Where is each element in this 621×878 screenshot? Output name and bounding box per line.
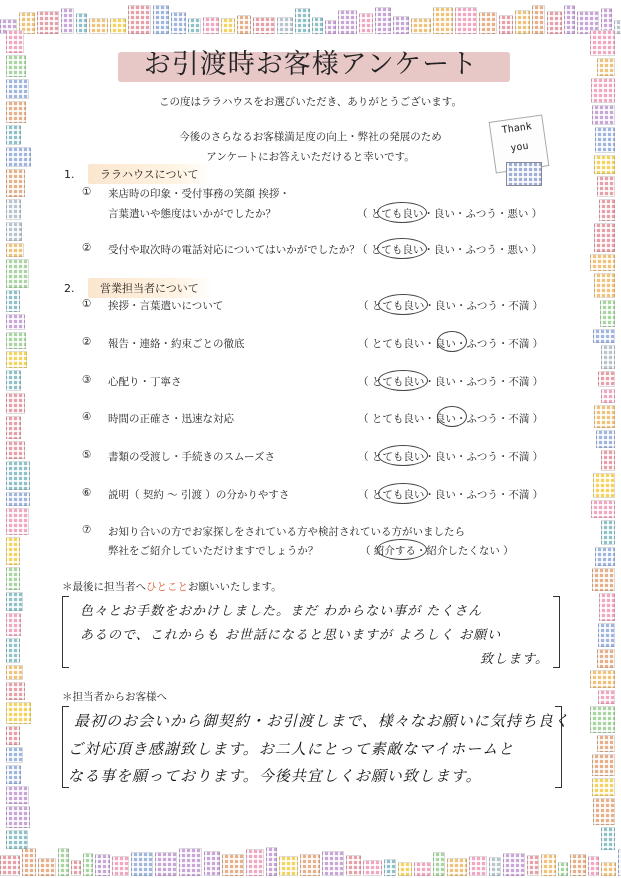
building-icon [593, 798, 615, 825]
building-icon [594, 405, 615, 428]
building-icon [155, 852, 177, 876]
referral-options: （ 紹介する・紹介したくない ） [360, 545, 514, 557]
comment-from-staff-box [62, 706, 570, 788]
building-icon [599, 593, 615, 621]
comment-from-staff-label: ＊担当者からお客様へ [62, 691, 167, 703]
building-icon [479, 12, 497, 34]
thank-you-card-line-2: you [509, 140, 530, 155]
rating-options: （ とても良い・良い・ふつう・悪い ） [357, 208, 543, 220]
label-prefix: ＊最後に担当者へ [62, 581, 146, 593]
building-icon [6, 370, 21, 391]
building-icon [570, 854, 586, 876]
handwritten-line-2: ご対応頂き感謝致します。お二人にとって素敵なマイホームと [68, 740, 515, 758]
building-icon [447, 858, 467, 876]
building-icon [393, 16, 409, 34]
building-icon [204, 851, 220, 876]
building-icon [300, 854, 320, 876]
building-icon [6, 765, 21, 784]
intro-line-1: この度はララハウスをお選びいただき、ありがとうございます。 [159, 96, 462, 108]
building-icon [597, 58, 615, 76]
building-icon [593, 329, 615, 343]
comment-to-staff-label [62, 579, 282, 594]
answer-circle [378, 445, 428, 466]
building-icon [599, 199, 615, 221]
building-icon [179, 848, 202, 876]
building-icon [601, 520, 615, 545]
building-icon [564, 5, 575, 34]
building-icon [588, 856, 599, 876]
building-icon [593, 473, 615, 498]
building-icon [203, 17, 219, 34]
title-banner [110, 40, 512, 82]
building-icon [597, 735, 615, 752]
building-icon [598, 623, 615, 647]
building-icon [499, 15, 513, 34]
building-icon [598, 690, 615, 704]
building-icon [433, 7, 453, 34]
building-icon [433, 852, 445, 876]
handwritten-line-3: 致します。 [480, 652, 549, 667]
building-icon [506, 162, 542, 186]
building-icon [6, 613, 21, 636]
building-icon [237, 15, 251, 34]
handwritten-line-3: なる事を願っております。今後共宜しくお願い致します。 [68, 767, 482, 785]
rating-options: （ とても良い・良い・ふつう・不満 ） [358, 338, 544, 350]
building-icon [515, 10, 530, 34]
answer-circle [377, 238, 427, 259]
building-icon [532, 5, 545, 34]
building-icon [597, 649, 615, 668]
rating-options: （ とても良い・良い・ふつう・不満 ） [358, 451, 544, 463]
building-icon [71, 860, 81, 876]
building-icon [414, 862, 431, 876]
intro-line-2: 今後のさらなるお客様満足度の向上・弊社の発展のため [179, 131, 442, 143]
building-icon [312, 17, 323, 34]
building-icon [489, 857, 501, 876]
building-icon [601, 389, 615, 403]
section-2-question-7-line-2: 弊社をご紹介していただけますでしょうか？ [108, 545, 319, 557]
building-icon [22, 848, 36, 876]
building-icon [6, 441, 25, 459]
building-icon [277, 17, 293, 34]
building-icon [322, 851, 344, 876]
intro-line-3: アンケートにお答えいただけると幸いです。 [206, 151, 415, 163]
section-1-question-1-line-2: 言葉遣いや態度はいかがでしたか？ [108, 208, 276, 220]
label-suffix: お願いいたします。 [188, 581, 282, 593]
answer-circle [378, 483, 428, 504]
building-icon [594, 223, 615, 252]
building-icon [76, 13, 87, 34]
question-number: ⑦ [82, 524, 92, 536]
building-icon [6, 508, 29, 535]
question-text-line-1: お知り合いの方でお家探しをされている方や検討されている方がいましたら [108, 526, 465, 538]
building-icon [6, 638, 20, 663]
building-icon [128, 5, 151, 34]
question-number: ⑥ [82, 487, 92, 499]
building-border-top [0, 4, 621, 34]
building-icon [0, 855, 20, 876]
bracket-right [553, 596, 560, 668]
building-icon [6, 592, 23, 611]
rating-options: （ とても良い・良い・ふつう・不満 ） [358, 300, 544, 312]
building-icon [6, 682, 25, 700]
handwritten-line-1: 色々とお手数をおかけしました。まだ わからない事が たくさん [80, 604, 483, 619]
page-title: お引渡時お客様アンケート [143, 49, 479, 80]
handwritten-line-2: あるので、これからも お世話になると思いますが よろしく お願い [80, 628, 502, 643]
question-number: ④ [82, 411, 92, 423]
building-icon [541, 854, 556, 876]
question-text: 心配り・丁寧さ [108, 376, 182, 388]
rating-options: （ とても良い・良い・ふつう・悪い ） [357, 244, 543, 256]
building-icon [614, 20, 621, 34]
building-icon [547, 11, 562, 34]
building-icon [6, 351, 27, 368]
building-border-bottom [0, 846, 621, 876]
handwritten-line-1: 最初のお会いから御契約・お引渡しまで、様々なお願いに気持ち良く [74, 712, 570, 730]
question-number: ① [82, 186, 92, 198]
building-icon [61, 8, 74, 34]
question-text-line-1: 来店時の印象・受付事務の笑顔 挨拶・ [108, 188, 290, 200]
building-icon [6, 332, 26, 349]
answer-circle [377, 202, 427, 223]
building-icon [590, 30, 615, 56]
answer-circle [378, 294, 428, 315]
building-icon [6, 665, 23, 680]
building-icon [6, 199, 21, 220]
building-icon [6, 222, 22, 241]
building-icon [600, 300, 615, 327]
building-icon [37, 11, 59, 34]
answer-circle [377, 539, 427, 560]
building-icon [455, 7, 477, 34]
building-icon [58, 848, 69, 876]
building-icon [596, 430, 615, 448]
building-icon [6, 806, 30, 828]
building-icon [246, 849, 264, 876]
building-icon [112, 856, 129, 876]
question-text: 報告・連絡・約束ごとの徹底 [108, 338, 245, 350]
building-icon [153, 5, 169, 34]
building-icon [6, 259, 29, 288]
question-text: 書類の受渡し・手続きのスムーズさ [108, 451, 275, 463]
building-icon [601, 827, 615, 850]
bracket-left [62, 596, 69, 668]
rating-options: （ とても良い・良い・ふつう・不満 ） [358, 489, 544, 501]
building-icon [295, 8, 310, 34]
building-icon [188, 18, 201, 34]
question-number: ③ [82, 374, 92, 386]
question-text: 挨拶・言葉遣いについて [108, 300, 224, 312]
building-icon [38, 858, 56, 876]
rating-options: （ とても良い・良い・ふつう・不満 ） [358, 413, 544, 425]
building-icon [6, 567, 20, 590]
building-icon [338, 10, 357, 34]
building-icon [592, 778, 615, 796]
building-icon [601, 345, 615, 369]
building-icon [221, 18, 235, 34]
building-icon [558, 862, 568, 876]
building-icon [594, 273, 615, 298]
building-icon [6, 416, 21, 439]
section-1-label: ララハウスについて [88, 164, 212, 184]
building-icon [110, 18, 126, 34]
building-icon [597, 176, 615, 197]
building-icon [6, 30, 24, 53]
answer-circle [437, 331, 467, 352]
building-icon [592, 568, 615, 591]
building-icon [131, 852, 153, 876]
building-icon [6, 393, 25, 414]
building-icon [6, 290, 20, 312]
building-icon [375, 7, 391, 34]
building-icon [469, 856, 487, 876]
building-icon [83, 853, 93, 876]
building-icon [279, 856, 298, 876]
building-icon [411, 18, 431, 34]
building-icon [601, 450, 615, 471]
building-icon [325, 20, 336, 34]
building-icon [363, 860, 382, 876]
building-icon [171, 12, 186, 34]
question-number: ② [82, 336, 92, 348]
building-icon [95, 854, 110, 876]
building-icon [6, 702, 31, 724]
building-icon [503, 853, 525, 876]
building-icon [527, 855, 539, 876]
building-icon [6, 537, 20, 565]
rating-options: （ とても良い・良い・ふつう・不満 ） [358, 376, 544, 388]
building-icon [6, 747, 23, 763]
thank-you-card-line-1: Thank [501, 121, 533, 137]
section-1-number: 1. [64, 168, 75, 181]
building-icon [598, 371, 615, 387]
answer-circle [437, 406, 467, 427]
building-icon [346, 855, 361, 876]
label-highlight: ひとこと [146, 581, 188, 593]
question-text: 受付や取次時の電話対応についてはいかがでしたか？ [108, 244, 360, 256]
building-icon [6, 243, 24, 257]
building-icon [6, 726, 20, 745]
building-icon [384, 859, 396, 876]
question-number: ⑤ [82, 449, 92, 461]
building-icon [253, 17, 275, 34]
building-icon [591, 500, 615, 518]
question-number: ① [82, 298, 92, 310]
building-icon [6, 55, 26, 77]
building-icon [89, 18, 108, 34]
building-icon [601, 862, 616, 876]
comment-to-staff-box [62, 596, 560, 668]
building-icon [6, 492, 30, 506]
building-icon [398, 862, 412, 876]
section-2-number: 2. [64, 282, 75, 295]
building-icon [592, 754, 615, 776]
answer-circle [378, 370, 428, 391]
question-number: ② [82, 242, 92, 254]
building-icon [222, 854, 244, 876]
building-icon [359, 13, 373, 34]
building-icon [590, 670, 615, 688]
building-icon [6, 314, 25, 330]
building-icon [6, 786, 29, 804]
building-icon [590, 254, 615, 271]
building-icon [266, 847, 277, 876]
building-icon [595, 547, 615, 566]
question-text: 時間の正確さ・迅速な対応 [108, 413, 234, 425]
section-2-label: 営業担当者について [88, 278, 213, 298]
building-icon [590, 706, 615, 733]
building-icon [6, 461, 30, 490]
question-text: 説明（ 契約 ～ 引渡 ）の分かりやすさ [108, 489, 290, 501]
building-icon [6, 169, 25, 197]
building-icon [6, 830, 28, 849]
